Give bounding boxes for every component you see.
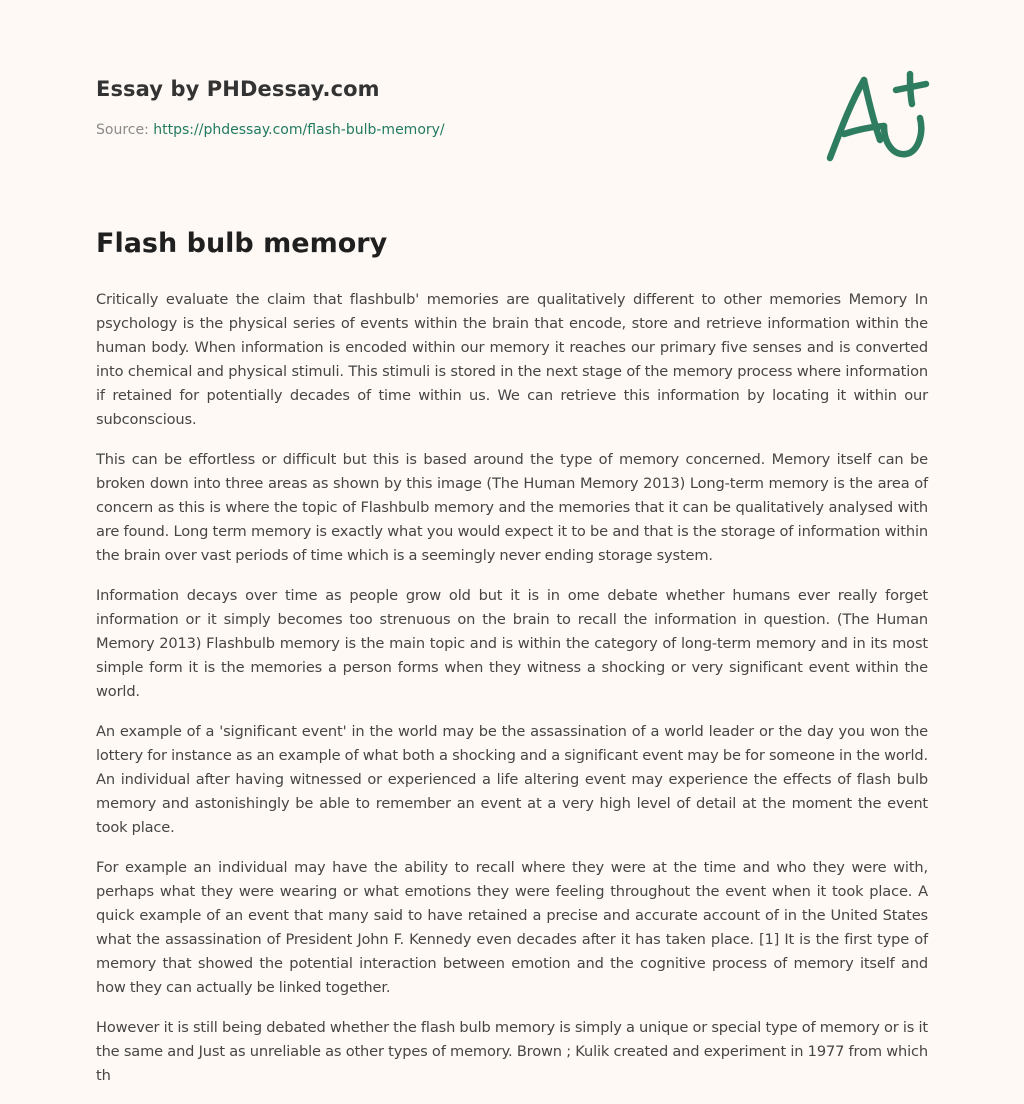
- page-header: [96, 74, 936, 140]
- source-line: [96, 120, 936, 140]
- source-link[interactable]: https://phdessay.com/flash-bulb-memory/: [153, 122, 445, 138]
- essay-paragraph: Critically evaluate the claim that flashbulb' memories are qualitatively different to other memories Memory In psychology is the physical series of events within the brain that encode, store and retrieve information within the human body. When information is encoded within our memory it reaches our primary five senses and is converted into chemical and physical stimuli. This stimuli is stored in the next stage of the memory process where information if retained for potentially decades of time within us. We can retrieve this information by locating it within our subconscious.: [96, 291, 928, 428]
- essay-paragraph: This can be effortless or difficult but this is based around the type of memory concerned. Memory itself can be broken down into three areas as shown by this image (The Human Memory 2013) Long-term memory is the area of concern as this is where the topic of Flashbulb memory and the memories that it can be qualitatively analysed with are found. Long term memory is exactly what you would expect it to be and that is the storage of information within the brain over vast periods of time which is a seemingly never ending storage system.: [96, 451, 928, 564]
- source-label: Source:: [96, 122, 149, 138]
- essay-paragraph: An example of a 'significant event' in the world may be the assassination of a world leader or the day you won the lottery for instance as an example of what both a shocking and a significant event may be for someone in the world. An individual after having witnessed or experienced a life altering event may experience the effects of flash bulb memory and astonishingly be able to remember an event at a very high level of detail at the moment the event took place.: [96, 723, 928, 836]
- site-title: Essay by PHDessay.com: [96, 77, 380, 101]
- essay-title: Flash bulb memory: [96, 228, 388, 259]
- essay-paragraph: Information decays over time as people grow old but it is in ome debate whether humans ever really forget information or it simply becomes too strenuous on the brain to recall the information in question. (The Human Memory 2013) Flashbulb memory is the main topic and is within the category of long-term memory and in its most simple form it is the memories a person forms when they witness a shocking or very significant event within the world.: [96, 587, 928, 700]
- essay-paragraph: However it is still being debated whether the flash bulb memory is simply a unique or special type of memory or is it the same and Just as unreliable as other types of memory. Brown ; Kulik created and experiment in 1977 from which th: [96, 1019, 928, 1084]
- essay-content: [96, 226, 928, 1104]
- essay-paragraph: For example an individual may have the ability to recall where they were at the time and who they were with, perhaps what they were wearing or what emotions they were feeling throughout the event when it took place. A quick example of an event that many said to have retained a precise and accurate account of in the United States what the assassination of President John F. Kennedy even decades after it has taken place. [1] It is the first type of memory that showed the potential interaction between emotion and the cognitive process of memory itself and how they can actually be linked together.: [96, 859, 928, 996]
- a-plus-grade-icon: [818, 64, 934, 168]
